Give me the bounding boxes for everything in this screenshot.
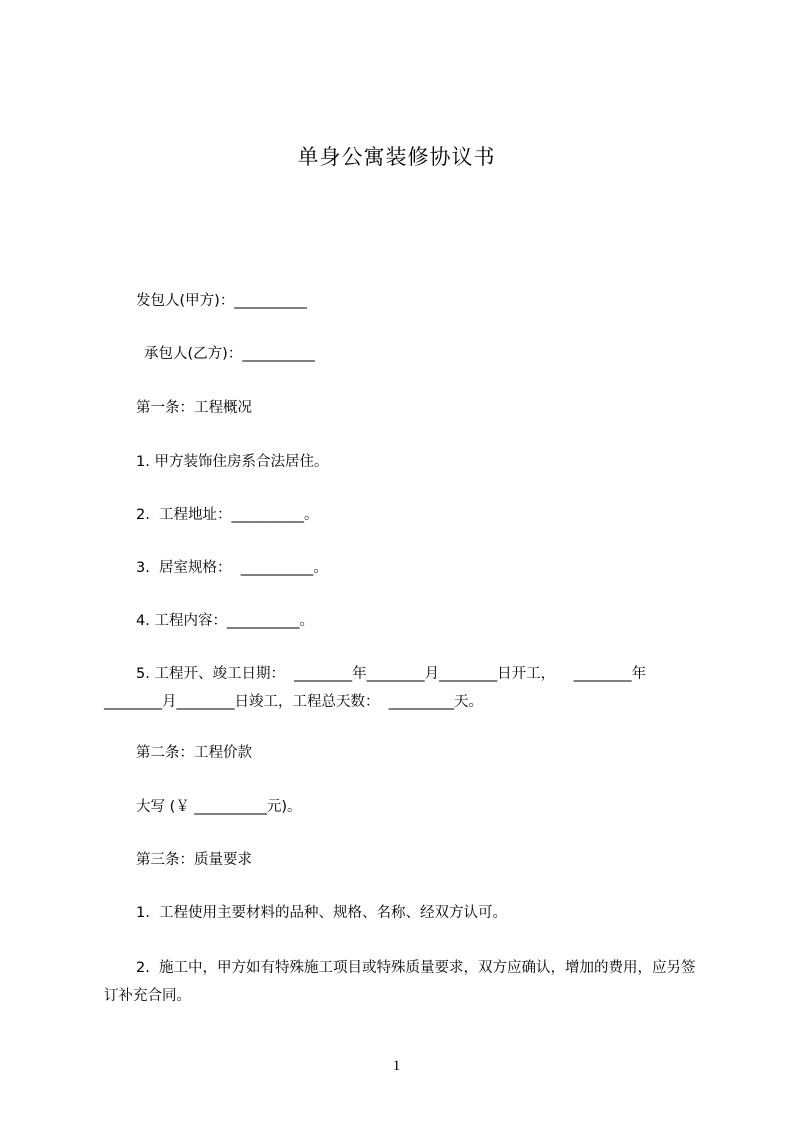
article-1-item-3: 3. 居室规格： __________。: [136, 560, 328, 576]
document-title: 单身公寓装修协议书: [297, 145, 496, 169]
article-3-heading: 第三条：质量要求: [136, 852, 252, 868]
article-3-item-2: 2. 施工中，甲方如有特殊施工项目或特殊质量要求，双方应确认，增加的费用，应另签订补充合同。: [104, 960, 696, 1004]
article-1-item-4: 4. 工程内容：__________。: [136, 613, 314, 629]
article-1-item-1: 1. 甲方装饰住房系合法居住。: [136, 454, 329, 470]
article-3-item-1: 1. 工程使用主要材料的品种、规格、名称、经双方认可。: [136, 905, 508, 921]
article-1-heading: 第一条：工程概况: [136, 400, 252, 416]
article-2-heading: 第二条：工程价款: [136, 745, 252, 761]
article-1-item-5: 5. 工程开、竣工日期： ________年________月________日开工， ________年________月________日竣工，工程总天数： _________天。: [104, 666, 647, 710]
article-1-item-2: 2. 工程地址：__________。: [136, 507, 319, 523]
party-a-line: 发包人(甲方)：__________: [136, 293, 307, 309]
amount-line: 大写 (￥ __________元)。: [136, 799, 302, 815]
page-number: 1: [392, 1058, 401, 1074]
party-b-line: 承包人(乙方)：__________: [144, 346, 315, 362]
